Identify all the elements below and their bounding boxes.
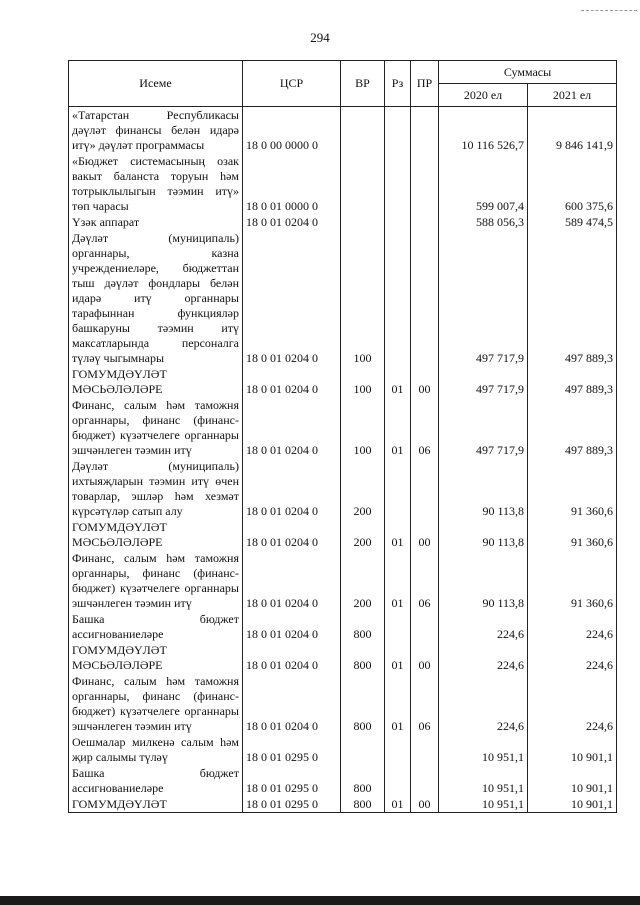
row-csr: 18 0 01 0204 0 bbox=[243, 366, 341, 397]
row-name: «Татарстан Республикасы дәүләт финансы белән идарә итү» дәүләт программасы bbox=[69, 107, 243, 154]
row-pr: 00 bbox=[411, 642, 439, 673]
table-row bbox=[69, 796, 617, 813]
table-row bbox=[69, 519, 617, 550]
row-vr bbox=[341, 734, 385, 765]
row-pr bbox=[411, 153, 439, 214]
row-name: Үзәк аппарат bbox=[69, 214, 243, 230]
row-name: Дәүләт (муниципаль) органнары, казна учреждениеләре, бюджеттан тыш дәүләт фондлары белән идарә итү органнары тарафыннан функцияләр башкаруны тәэмин итү максатларында персоналга түләү чыгымнары bbox=[69, 230, 243, 366]
row-value-2020: 90 113,8 bbox=[439, 458, 528, 519]
row-value-2020: 90 113,8 bbox=[439, 550, 528, 611]
row-vr: 100 bbox=[341, 397, 385, 458]
row-vr bbox=[341, 214, 385, 230]
row-value-2020: 599 007,4 bbox=[439, 153, 528, 214]
row-pr bbox=[411, 611, 439, 642]
table-row bbox=[69, 107, 617, 154]
row-value-2021: 10 901,1 bbox=[528, 765, 617, 796]
header-sums: Суммасы bbox=[439, 61, 617, 84]
row-vr: 800 bbox=[341, 611, 385, 642]
row-name: ГОМУМДӘҮЛӘТ МӘСЬӘЛӘЛӘРЕ bbox=[69, 642, 243, 673]
row-value-2021: 600 375,6 bbox=[528, 153, 617, 214]
row-vr: 200 bbox=[341, 458, 385, 519]
row-pr: 00 bbox=[411, 366, 439, 397]
row-value-2020: 497 717,9 bbox=[439, 366, 528, 397]
row-rz: 01 bbox=[385, 397, 411, 458]
row-csr: 18 0 00 0000 0 bbox=[243, 107, 341, 154]
row-value-2020: 10 951,1 bbox=[439, 796, 528, 813]
row-pr bbox=[411, 230, 439, 366]
row-csr: 18 0 01 0204 0 bbox=[243, 397, 341, 458]
row-pr bbox=[411, 765, 439, 796]
row-rz bbox=[385, 611, 411, 642]
header-year-2021: 2021 ел bbox=[528, 84, 617, 107]
row-value-2020: 224,6 bbox=[439, 673, 528, 734]
table-row bbox=[69, 458, 617, 519]
row-rz bbox=[385, 734, 411, 765]
row-rz bbox=[385, 107, 411, 154]
row-rz: 01 bbox=[385, 796, 411, 813]
row-name: Башка бюджет ассигнованиеләре bbox=[69, 611, 243, 642]
row-name: «Бюджет системасының озак вакыт баланста торуын һәм тотрыклылыгын тәэмин итү» төп чарасы bbox=[69, 153, 243, 214]
row-csr: 18 0 01 0295 0 bbox=[243, 734, 341, 765]
header-pr: ПР bbox=[411, 61, 439, 107]
row-value-2021: 91 360,6 bbox=[528, 458, 617, 519]
table-row bbox=[69, 230, 617, 366]
row-value-2020: 588 056,3 bbox=[439, 214, 528, 230]
row-value-2020: 90 113,8 bbox=[439, 519, 528, 550]
row-value-2020: 497 717,9 bbox=[439, 230, 528, 366]
row-vr: 800 bbox=[341, 765, 385, 796]
row-name: Финанс, салым һәм таможня органнары, финанс (финанс-бюджет) күзәтчелеге органнары эшчәнлеген тәэмин итү bbox=[69, 673, 243, 734]
row-value-2021: 497 889,3 bbox=[528, 397, 617, 458]
table-row bbox=[69, 673, 617, 734]
row-pr bbox=[411, 214, 439, 230]
row-rz: 01 bbox=[385, 519, 411, 550]
row-csr: 18 0 01 0204 0 bbox=[243, 214, 341, 230]
header-name: Исеме bbox=[69, 61, 243, 107]
row-csr: 18 0 01 0204 0 bbox=[243, 642, 341, 673]
table-row bbox=[69, 153, 617, 214]
header-year-2020: 2020 ел bbox=[439, 84, 528, 107]
header-vr: ВР bbox=[341, 61, 385, 107]
row-value-2020: 224,6 bbox=[439, 611, 528, 642]
row-name: ГОМУМДӘҮЛӘТ МӘСЬӘЛӘЛӘРЕ bbox=[69, 366, 243, 397]
table-row bbox=[69, 642, 617, 673]
row-pr: 00 bbox=[411, 519, 439, 550]
row-csr: 18 0 01 0204 0 bbox=[243, 519, 341, 550]
row-name: ГОМУМДӘҮЛӘТ bbox=[69, 796, 243, 813]
row-pr: 06 bbox=[411, 397, 439, 458]
row-csr: 18 0 01 0204 0 bbox=[243, 611, 341, 642]
row-name: Башка бюджет ассигнованиеләре bbox=[69, 765, 243, 796]
row-rz: 01 bbox=[385, 550, 411, 611]
row-pr bbox=[411, 458, 439, 519]
row-value-2021: 497 889,3 bbox=[528, 366, 617, 397]
row-rz bbox=[385, 458, 411, 519]
row-csr: 18 0 01 0204 0 bbox=[243, 673, 341, 734]
row-value-2021: 91 360,6 bbox=[528, 519, 617, 550]
row-vr: 100 bbox=[341, 230, 385, 366]
row-vr bbox=[341, 107, 385, 154]
row-value-2020: 10 116 526,7 bbox=[439, 107, 528, 154]
table-row bbox=[69, 397, 617, 458]
row-pr bbox=[411, 734, 439, 765]
row-value-2021: 224,6 bbox=[528, 642, 617, 673]
row-value-2021: 10 901,1 bbox=[528, 734, 617, 765]
page-number: 294 bbox=[310, 30, 330, 45]
row-value-2020: 10 951,1 bbox=[439, 734, 528, 765]
row-rz bbox=[385, 765, 411, 796]
row-vr: 100 bbox=[341, 366, 385, 397]
row-value-2021: 497 889,3 bbox=[528, 230, 617, 366]
row-csr: 18 0 01 0204 0 bbox=[243, 550, 341, 611]
table-body bbox=[69, 107, 617, 813]
row-value-2021: 224,6 bbox=[528, 673, 617, 734]
row-value-2021: 10 901,1 bbox=[528, 796, 617, 813]
row-rz bbox=[385, 214, 411, 230]
corner-mark bbox=[581, 10, 637, 11]
row-rz bbox=[385, 230, 411, 366]
row-csr: 18 0 01 0204 0 bbox=[243, 230, 341, 366]
row-rz: 01 bbox=[385, 673, 411, 734]
row-rz: 01 bbox=[385, 366, 411, 397]
row-pr bbox=[411, 107, 439, 154]
row-value-2020: 224,6 bbox=[439, 642, 528, 673]
row-vr: 800 bbox=[341, 642, 385, 673]
row-csr: 18 0 01 0000 0 bbox=[243, 153, 341, 214]
row-value-2021: 224,6 bbox=[528, 611, 617, 642]
row-rz: 01 bbox=[385, 642, 411, 673]
row-name: Финанс, салым һәм таможня органнары, финанс (финанс-бюджет) күзәтчелеге органнары эшчәнлеген тәэмин итү bbox=[69, 397, 243, 458]
table-row bbox=[69, 366, 617, 397]
row-name: ГОМУМДӘҮЛӘТ МӘСЬӘЛӘЛӘРЕ bbox=[69, 519, 243, 550]
header-rz: Рз bbox=[385, 61, 411, 107]
row-name: Финанс, салым һәм таможня органнары, финанс (финанс-бюджет) күзәтчелеге органнары эшчәнлеген тәэмин итү bbox=[69, 550, 243, 611]
row-vr: 200 bbox=[341, 519, 385, 550]
table-row bbox=[69, 611, 617, 642]
row-pr: 06 bbox=[411, 550, 439, 611]
table-row bbox=[69, 550, 617, 611]
row-vr bbox=[341, 153, 385, 214]
row-value-2020: 10 951,1 bbox=[439, 765, 528, 796]
row-value-2021: 91 360,6 bbox=[528, 550, 617, 611]
row-pr: 00 bbox=[411, 796, 439, 813]
row-csr: 18 0 01 0204 0 bbox=[243, 458, 341, 519]
table-row bbox=[69, 765, 617, 796]
row-value-2021: 9 846 141,9 bbox=[528, 107, 617, 154]
row-name: Дәүләт (муниципаль) ихтыяҗларын тәэмин итү өчен товарлар, эшләр һәм хезмәт күрсәтүләр сатып алу bbox=[69, 458, 243, 519]
row-rz bbox=[385, 153, 411, 214]
row-name: Оешмалар милкенә салым һәм җир салымы түләү bbox=[69, 734, 243, 765]
header-csr: ЦСР bbox=[243, 61, 341, 107]
row-csr: 18 0 01 0295 0 bbox=[243, 796, 341, 813]
row-value-2020: 497 717,9 bbox=[439, 397, 528, 458]
budget-table bbox=[68, 60, 617, 813]
row-vr: 800 bbox=[341, 796, 385, 813]
table-row bbox=[69, 734, 617, 765]
row-vr: 200 bbox=[341, 550, 385, 611]
row-pr: 06 bbox=[411, 673, 439, 734]
row-vr: 800 bbox=[341, 673, 385, 734]
table-row bbox=[69, 214, 617, 230]
row-csr: 18 0 01 0295 0 bbox=[243, 765, 341, 796]
scan-bottom-edge bbox=[0, 896, 640, 905]
row-value-2021: 589 474,5 bbox=[528, 214, 617, 230]
